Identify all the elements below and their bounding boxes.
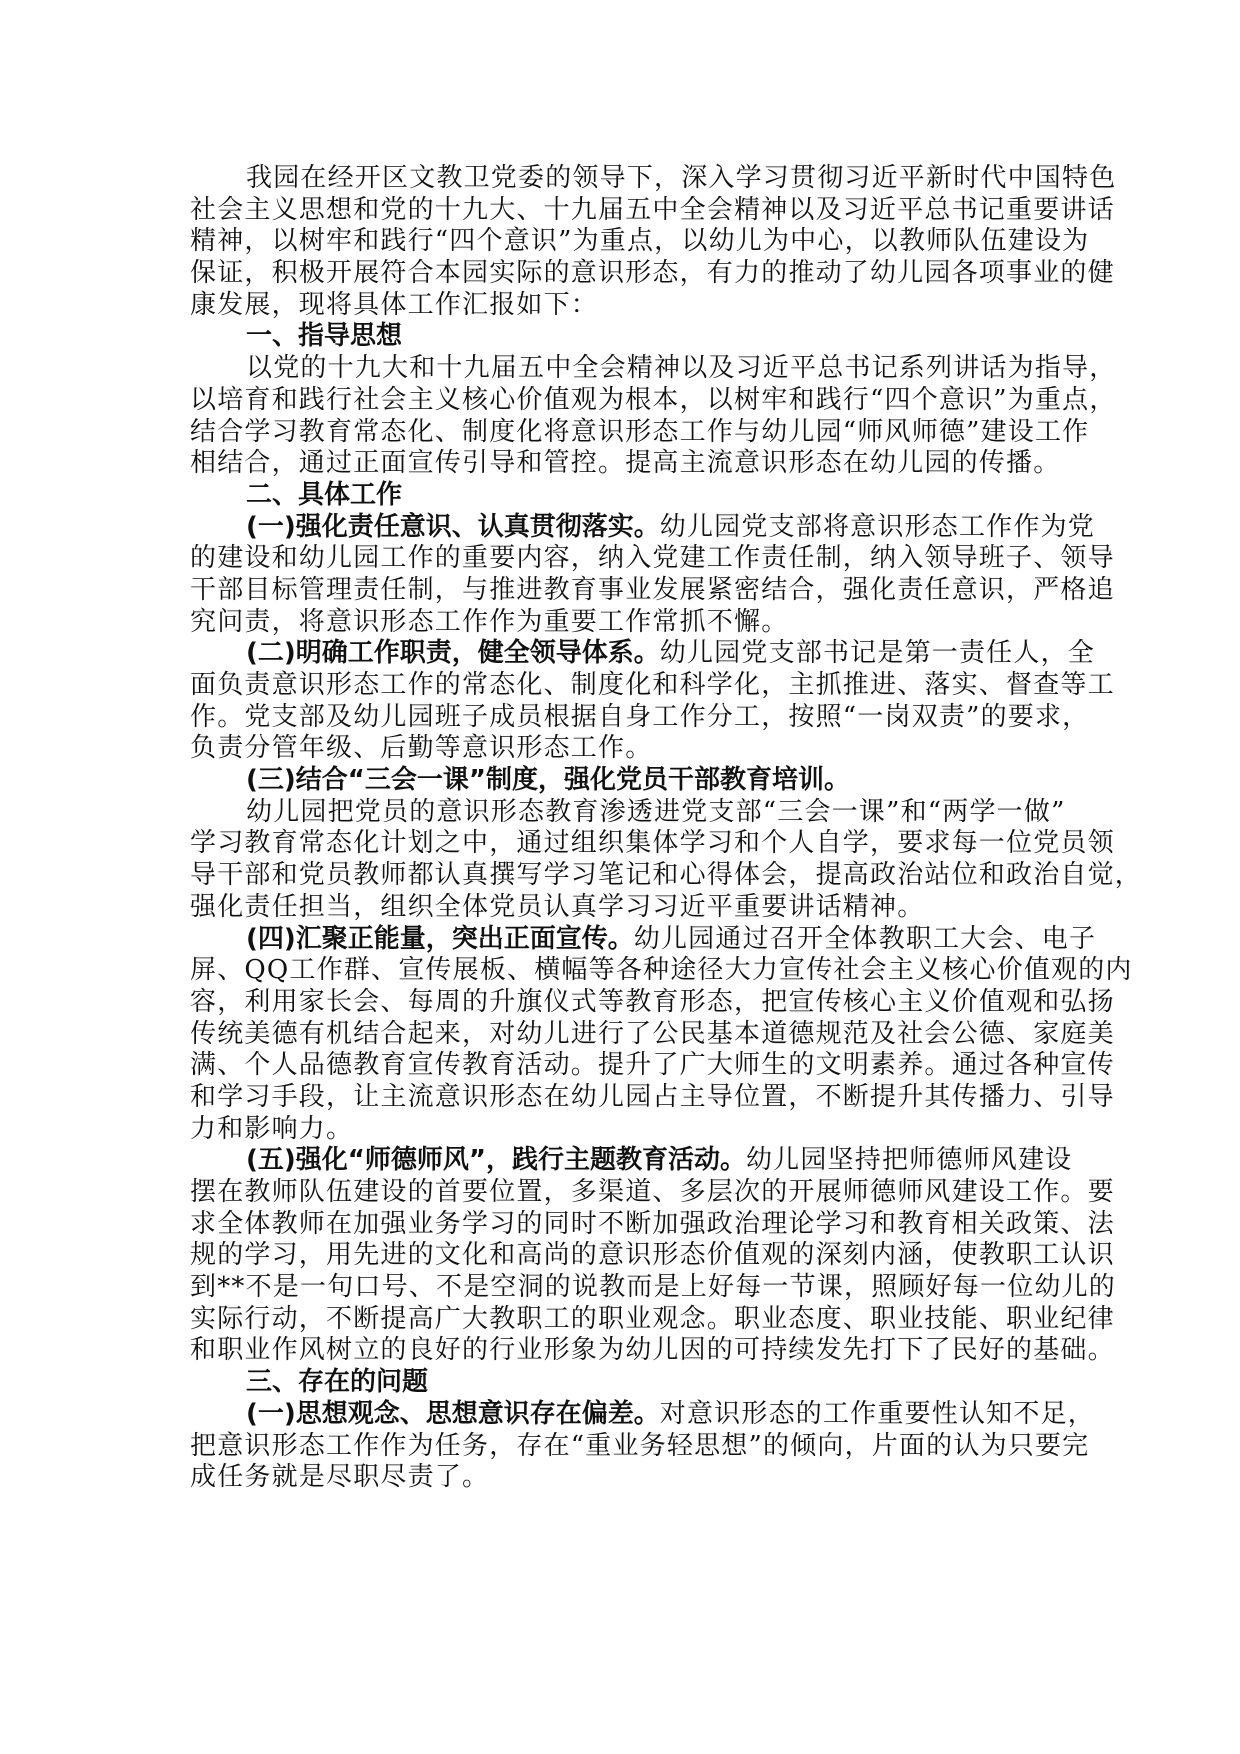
text-line [190, 511, 1095, 544]
text-line: 力和影响力。 [190, 1113, 354, 1144]
text-line: 精神，以树牢和践行“四个意识”为重点，以幼儿为中心，以教师队伍建设为 [190, 226, 1090, 257]
text-line [190, 1145, 1073, 1177]
text-line: 求全体教师在加强业务学习的同时不断加强政治理论学习和教育相关政策、法 [190, 1208, 1115, 1239]
item-text: 对意识形态的工作重要性认知不足， [659, 1398, 1095, 1429]
text-line: 到**不是一句口号、不是空洞的说教而是上好每一节课，照顾好每一位幼儿的 [190, 1272, 1117, 1303]
item-lead: (四)汇聚正能量，突出正面宣传。 [246, 923, 634, 954]
item-text: 幼儿园坚持把师德师风建设 [745, 1145, 1073, 1176]
text-line: 成任务就是尽职尽责了。 [190, 1462, 490, 1493]
item-lead: (五)强化“师德师风”，践行主题教育活动。 [246, 1145, 746, 1176]
document-page [190, 163, 1143, 1494]
text-line: 学习教育常态化计划之中，通过组织集体学习和个人自学，要求每一位党员领 [190, 828, 1115, 859]
work-item-5-paragraph [190, 1145, 1117, 1367]
work-item-1-paragraph [190, 511, 1115, 639]
text-line: 负责分管年级、后勤等意识形态工作。 [190, 733, 653, 764]
guiding-ideology-paragraph [190, 353, 1117, 480]
text-line [190, 923, 1097, 956]
text-line: 我园在经开区文教卫党委的领导下，深入学习贯彻习近平新时代中国特色 [246, 163, 1117, 193]
text-line: 和学习手段，让主流意识形态在幼儿园占主导位置，不断提升其传播力、引导 [190, 1081, 1115, 1112]
text-line [190, 1398, 1095, 1431]
text-line: 究问责，将意识形态工作作为重要工作常抓不懈。 [190, 606, 789, 637]
text-line: 的建设和幼儿园工作的重要内容，纳入党建工作责任制，纳入领导班子、领导 [190, 543, 1115, 574]
text-line: 规的学习，用先进的文化和高尚的意识形态价值观的深刻内涵，使教职工认识 [190, 1240, 1115, 1271]
text-line: 以培育和践行社会主义核心价值观为根本，以树牢和践行“四个意识”为重点， [190, 384, 1117, 415]
item-lead: (一)思想观念、思想意识存在偏差。 [246, 1398, 660, 1429]
text-line: 容，利用家长会、每周的升旗仪式等教育形态，把宣传核心主义价值观和弘扬 [190, 986, 1115, 1017]
item-text: 幼儿园党支部将意识形态工作作为党 [659, 511, 1095, 542]
text-line: 相结合，通过正面宣传引导和管控。提高主流意识形态在幼儿园的传播。 [190, 448, 1061, 479]
text-line: 把意识形态工作作为任务，存在“重业务轻思想”的倾向，片面的认为只要完 [190, 1430, 1090, 1461]
text-line: 满、个人品德教育宣传教育活动。提升了广大师生的文明素养。通过各种宣传 [190, 1050, 1115, 1081]
text-line: 导干部和党员教师都认真撰写学习笔记和心得体会，提高政治站位和政治自觉， [190, 860, 1143, 891]
section-heading-existing-problems: 三、存在的问题 [246, 1367, 429, 1398]
text-line: 摆在教师队伍建设的首要位置，多渠道、多层次的开展师德师风建设工作。要 [190, 1177, 1115, 1207]
work-item-4-paragraph [190, 923, 1133, 1146]
item-lead: (三)结合“三会一课”制度，强化党员干部教育培训。 [246, 765, 850, 796]
text-line: 结合学习教育常态化、制度化将意识形态工作与幼儿园“师风师德”建设工作 [190, 416, 1090, 447]
section-heading-specific-work: 二、具体工作 [246, 479, 403, 510]
text-line: 实际行动，不断提高广大教职工的职业观念。职业态度、职业技能、职业纪律 [190, 1303, 1115, 1334]
item-lead: (一)强化责任意识、认真贯彻落实。 [246, 511, 660, 542]
text-line: 面负责意识形态工作的常态化、制度化和科学化，主抓推进、落实、督查等工 [190, 670, 1115, 700]
item-text: 幼儿园通过召开全体教职工大会、电子 [633, 923, 1097, 954]
work-item-2-paragraph [190, 638, 1115, 765]
intro-paragraph [190, 163, 1117, 321]
text-line: 作。党支部及幼儿园班子成员根据自身工作分工，按照“一岗双责”的要求， [190, 701, 1090, 732]
item-text: 幼儿园党支部书记是第一责任人，全 [659, 638, 1095, 669]
text-line: 幼儿园把党员的意识形态教育渗透进党支部“三会一课”和“两学一做” [246, 796, 1066, 827]
text-line: 屏、QQ工作群、宣传展板、横幅等各种途径大力宣传社会主义核心价值观的内 [190, 955, 1133, 986]
text-line: 干部目标管理责任制，与推进教育事业发展紧密结合，强化责任意识，严格追 [190, 574, 1115, 605]
section-heading-guiding-ideology: 一、指导思想 [246, 321, 403, 352]
text-line: 和职业作风树立的良好的行业形象为幼儿因的可持续发先打下了民好的基础。 [190, 1335, 1115, 1366]
text-line [190, 638, 1095, 670]
item-lead: (二)明确工作职责，健全领导体系。 [246, 638, 660, 669]
work-item-3-paragraph [190, 765, 1143, 923]
text-line: 以党的十九大和十九届五中全会精神以及习近平总书记系列讲话为指导， [246, 353, 1117, 384]
text-line: 社会主义思想和党的十九大、十九届五中全会精神以及习近平总书记重要讲话 [190, 194, 1115, 225]
problem-item-1-paragraph [190, 1398, 1095, 1494]
text-line: 康发展，现将具体工作汇报如下： [190, 289, 599, 320]
text-line: 保证，积极开展符合本园实际的意识形态，有力的推动了幼儿园各项事业的健 [190, 258, 1115, 289]
text-line: 强化责任担当，组织全体党员认真学习习近平重要讲话精神。 [190, 891, 925, 922]
text-line: 传统美德有机结合起来，对幼儿进行了公民基本道德规范及社会公德、家庭美 [190, 1018, 1115, 1049]
